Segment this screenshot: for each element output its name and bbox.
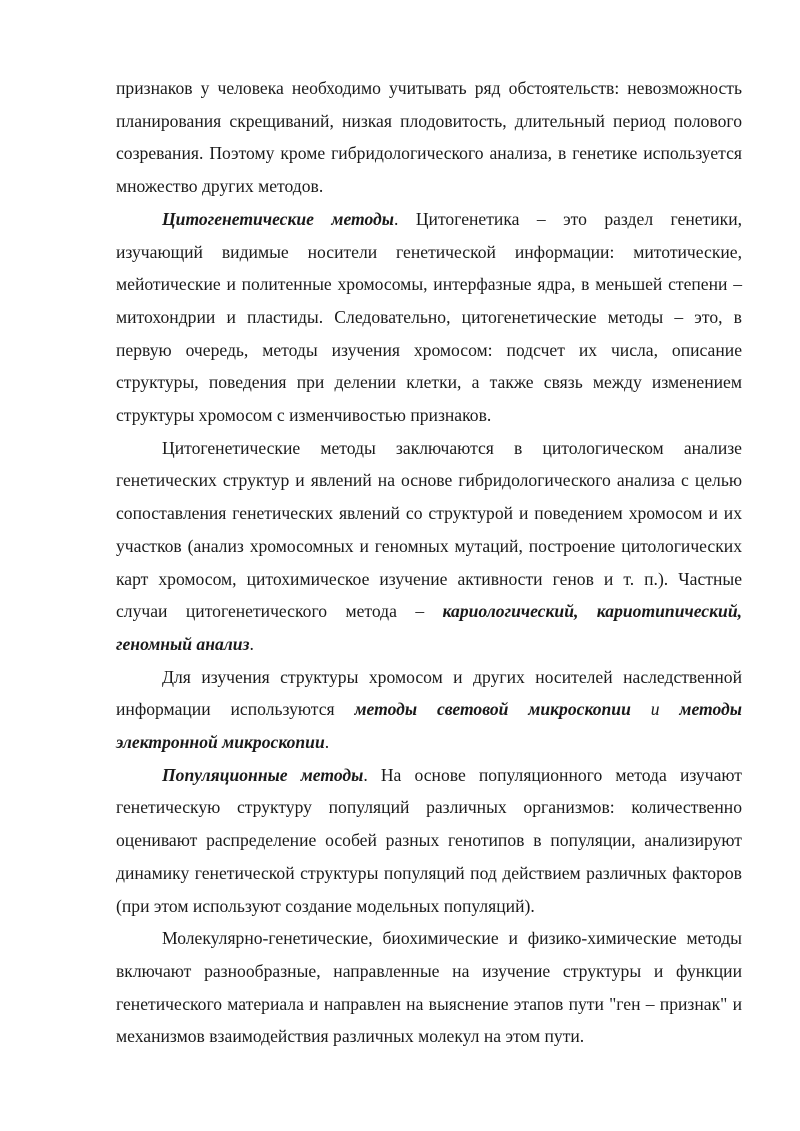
- paragraph-microscopy: [116, 661, 742, 759]
- paragraph-cytogenetic-methods: [116, 203, 742, 432]
- paragraph-text: Молекулярно-генетические, биохимические и физико-химические методы включают разнообразные, направленные на изучение структуры и функции генетического материала и направлен на выяснение этапов пути "ген – признак" и механизмов взаимодействия различных молекул на этом пути.: [116, 928, 742, 1047]
- paragraph-molecular-methods: [116, 922, 742, 1053]
- paragraph-cytogenetic-details: [116, 432, 742, 661]
- term-population-methods: Популяционные методы: [162, 764, 364, 785]
- paragraph-text: признаков у человека необходимо учитывать ряд обстоятельств: невозможность планирования скрещиваний, низкая плодовитость, длительный период полового созревания. Поэтому кроме гибридологического анализа, в генетике используется множество других методов.: [116, 78, 742, 197]
- paragraph-text: . Цитогенетика – это раздел генетики, изучающий видимые носители генетической информации: митотические, мейотические и политенные хромосомы, интерфазные ядра, в меньшей степени – митохондрии и пластиды. Следовательно, цитогенетические методы – это, в первую очередь, методы изучения хромосом: подсчет их числа, описание структуры, поведения при делении клетки, а также связь между изменением структуры хромосом с изменчивостью признаков.: [116, 208, 743, 426]
- conjunction: и: [630, 699, 680, 720]
- paragraph-end: .: [324, 732, 330, 753]
- paragraph-text: Для изучения структуры хромосом и других носителей наследственной информации используются: [116, 666, 742, 720]
- term-light-microscopy: методы световой микроскопии: [354, 699, 631, 720]
- paragraph-population-methods: [116, 759, 742, 923]
- term-electron-microscopy: методы электронной микроскопии: [116, 699, 742, 753]
- term-cytogenetic-methods: Цитогенетические методы: [162, 208, 394, 229]
- paragraph-intro-continuation: [116, 72, 742, 203]
- term-karyological-analysis: кариологический, кариотипический, геномный анализ: [116, 601, 742, 654]
- paragraph-end: .: [249, 633, 254, 654]
- paragraph-text: Цитогенетические методы заключаются в цитологическом анализе генетических структур и явлений на основе гибридологического анализа с целью сопоставления генетических явлений со структурой и поведением хромосом и их участков (анализ хромосомных и геномных мутаций, построение цитологических карт хромосом, цитохимическое изучение активности генов и т. п.). Частные случаи цитогенетического метода –: [116, 437, 742, 622]
- paragraph-text: . На основе популяционного метода изучают генетическую структуру популяций различных организмов: количественно оценивают распределение особей разных генотипов в популяции, анализируют динамику генетической структуры популяций под действием различных факторов (при этом используют создание модельных популяций).: [116, 764, 742, 916]
